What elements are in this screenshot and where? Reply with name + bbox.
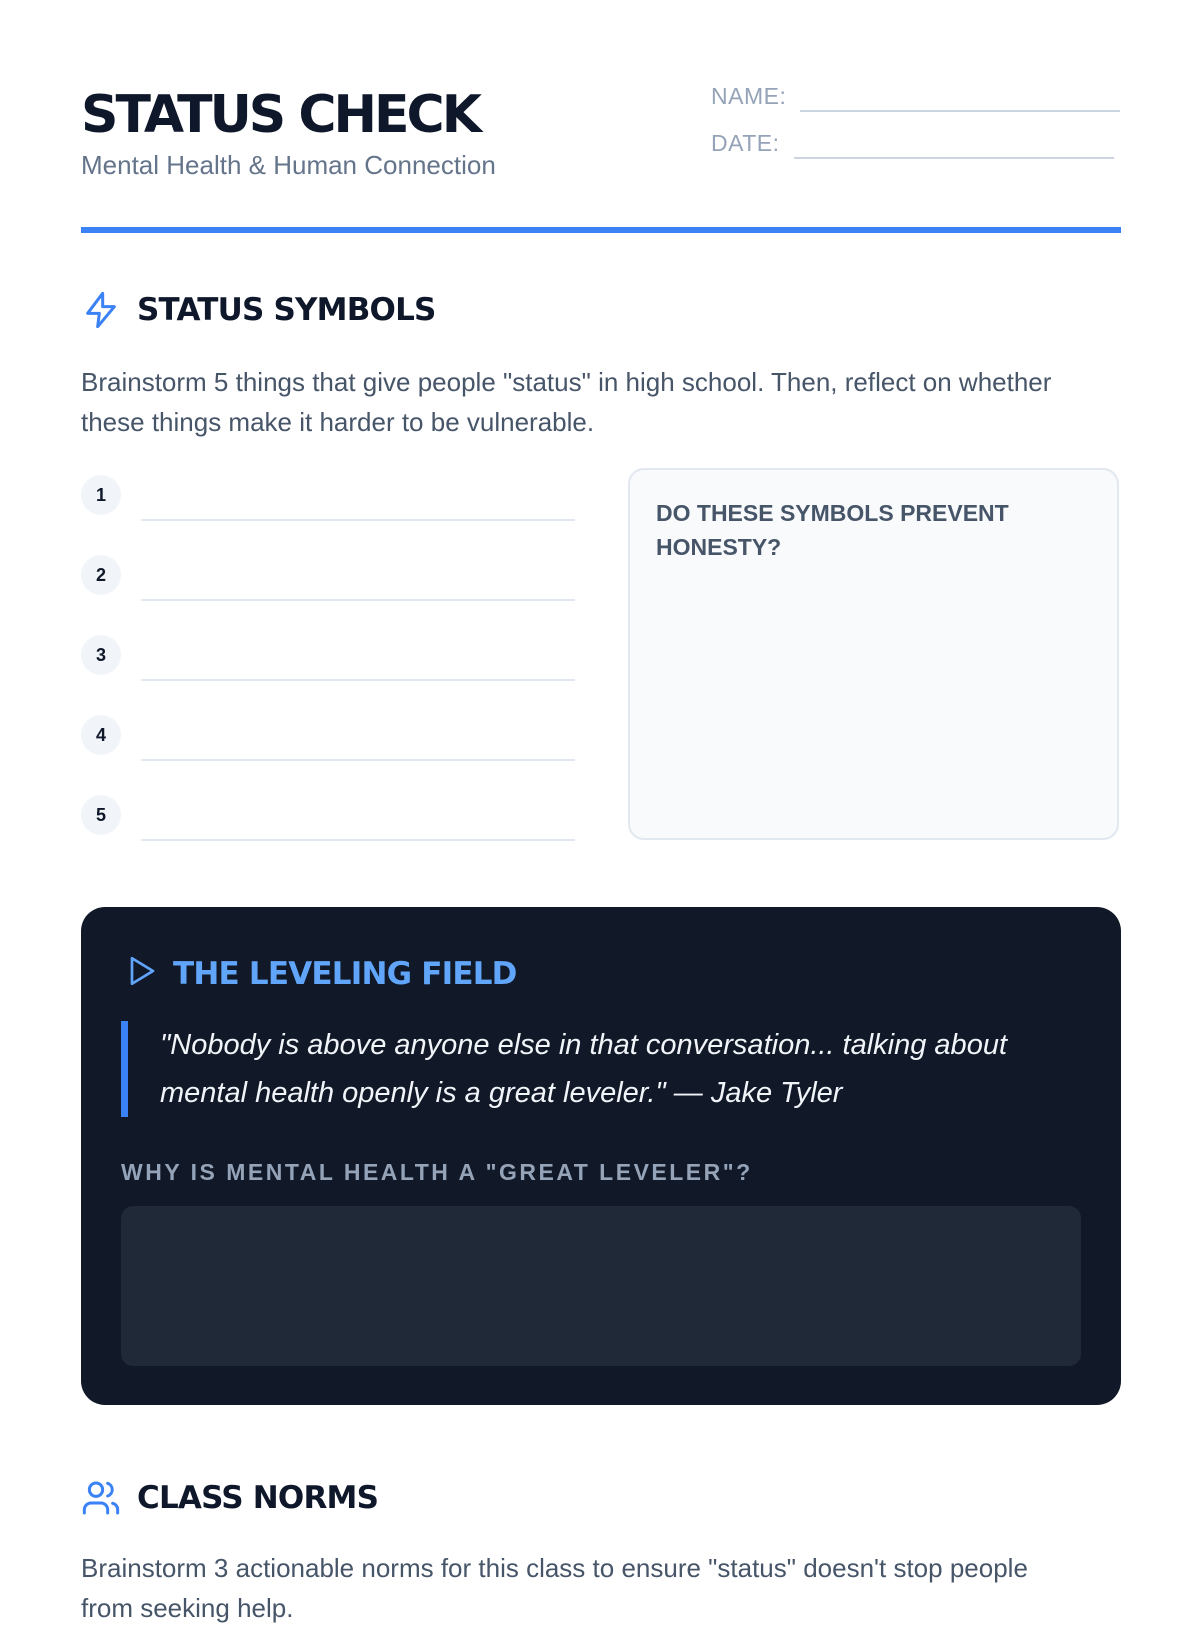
item-number: 3 [81, 635, 121, 675]
answer-line[interactable] [141, 519, 575, 521]
date-label: DATE: [711, 130, 780, 156]
status-symbols-heading [81, 290, 436, 330]
class-norms-title: CLASS NORMS [137, 1480, 379, 1516]
list-item [81, 715, 576, 765]
class-norms-heading [81, 1478, 378, 1518]
jake-tyler-quote: "Nobody is above anyone else in that conversation... talking about mental health openly is a great leveler." — Jake Tyler [121, 1021, 1021, 1117]
worksheet-header [81, 80, 1121, 180]
list-item [81, 635, 576, 685]
status-symbols-title: STATUS SYMBOLS [137, 292, 436, 328]
status-symbols-description: Brainstorm 5 things that give people "status" in high school. Then, reflect on whether these things make it harder to be vulnerable. [81, 367, 1052, 437]
class-norms-description: Brainstorm 3 actionable norms for this class to ensure "status" doesn't stop people from seeking help. [81, 1553, 1028, 1623]
reflection-label: DO THESE SYMBOLS PREVENT HONESTY? [656, 500, 1009, 560]
header-divider [81, 227, 1121, 233]
users-icon [81, 1478, 121, 1518]
leveling-field-title: THE LEVELING FIELD [173, 955, 517, 992]
page-subtitle: Mental Health & Human Connection [81, 150, 496, 180]
answer-line[interactable] [141, 599, 575, 601]
item-number: 1 [81, 475, 121, 515]
leveler-answer-box[interactable] [121, 1206, 1081, 1366]
date-input-line[interactable] [794, 157, 1114, 159]
leveling-field-heading [123, 953, 517, 994]
list-item [81, 475, 576, 525]
list-item [81, 555, 576, 605]
name-label: NAME: [711, 83, 787, 109]
leveling-field-card [81, 907, 1121, 1405]
reflection-box[interactable] [628, 468, 1119, 840]
name-input-line[interactable] [800, 110, 1120, 112]
item-number: 2 [81, 555, 121, 595]
list-item [81, 795, 576, 845]
date-field[interactable] [711, 127, 1114, 159]
answer-line[interactable] [141, 679, 575, 681]
name-field[interactable] [711, 80, 1120, 112]
answer-line[interactable] [141, 839, 575, 841]
item-number: 4 [81, 715, 121, 755]
answer-line[interactable] [141, 759, 575, 761]
lightning-icon [81, 290, 121, 330]
play-icon [123, 953, 159, 994]
item-number: 5 [81, 795, 121, 835]
leveler-prompt: WHY IS MENTAL HEALTH A "GREAT LEVELER"? [121, 1159, 753, 1185]
page-title: STATUS CHECK [81, 85, 480, 145]
